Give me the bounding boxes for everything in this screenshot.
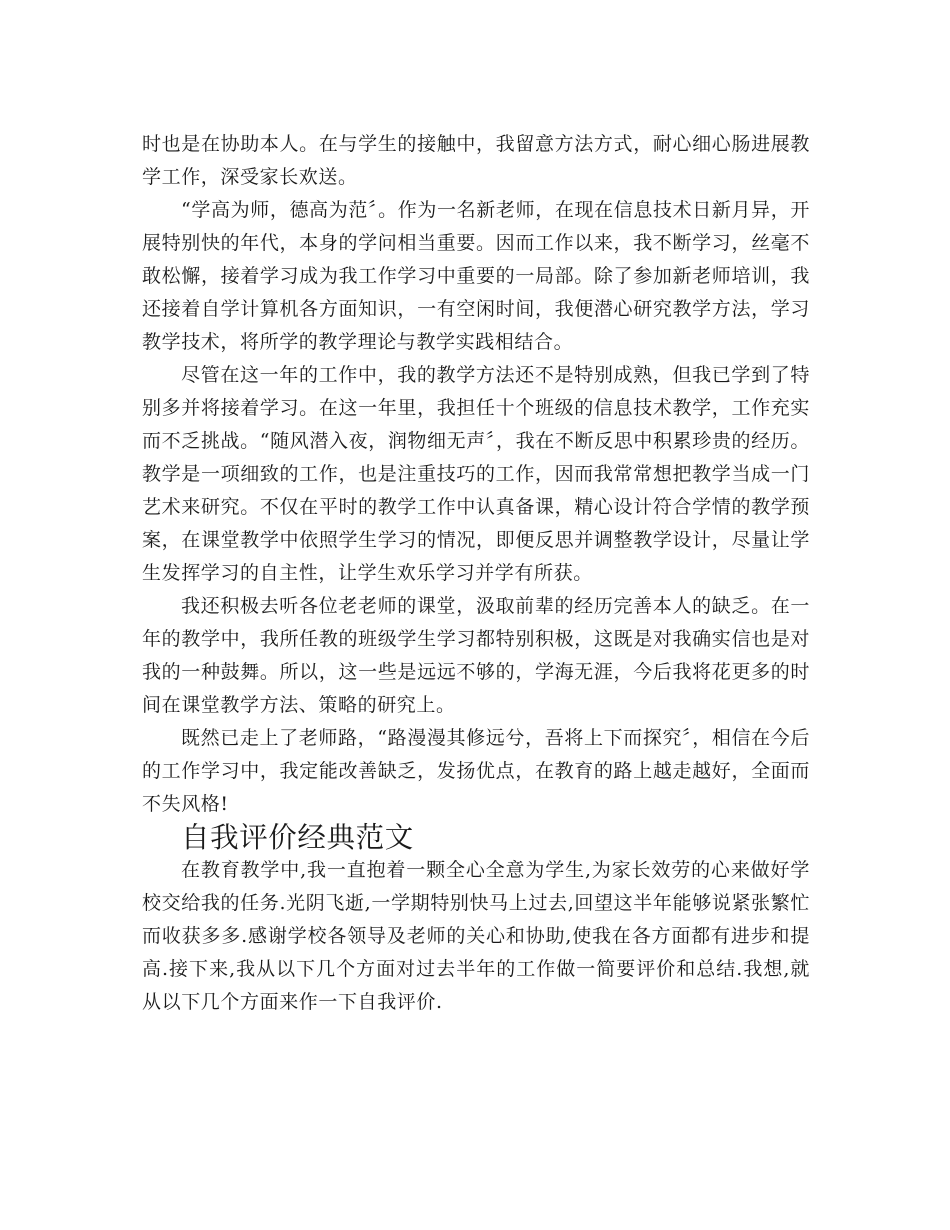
document-body bbox=[142, 128, 810, 1019]
paragraph-observation: 我还积极去听各位老老师的课堂，汲取前辈的经历完善本人的缺乏。在一年的教学中，我所任教的班级学生学习都特别积极，这既是对我确实信也是对我的一种鼓舞。所以，这一些是远远不够的，学海无涯，今后我将花更多的时间在课堂教学方法、策略的研究上。 bbox=[142, 595, 810, 716]
section-heading: 自我评价经典范文 bbox=[181, 821, 414, 854]
paragraph-teaching-method: 尽管在这一年的工作中，我的教学方法还不是特别成熟，但我已学到了特别多并将接着学习。在这一年里，我担任十个班级的信息技术教学，工作充实而不乏挑战。“随风潜入夜，润物细无声〞，我在不断反思中积累珍贵的经历。教学是一项细致的工作，也是注重技巧的工作，因而我常常想把教学当成一门艺术来研究。不仅在平时的教学工作中认真备课，精心设计符合学情的教学预案，在课堂教学中依照学生学习的情况，即便反思并调整教学设计，尽量让学生发挥学习的自主性，让学生欢乐学习并学有所获。 bbox=[142, 364, 810, 584]
paragraph-continuation: 时也是在协助本人。在与学生的接触中，我留意方法方式，耐心细心肠进展教学工作，深受家长欢送。 bbox=[142, 133, 810, 188]
paragraph-learning: “学高为师，德高为范〞。作为一名新老师，在现在信息技术日新月异，开展特别快的年代，本身的学问相当重要。因而工作以来，我不断学习，丝毫不敢松懈，接着学习成为我工作学习中重要的一局部。除了参加新老师培训，我还接着自学计算机各方面知识，一有空闲时间，我便潜心研究教学方法，学习教学技术，将所学的教学理论与教学实践相结合。 bbox=[142, 199, 810, 353]
paragraph-self-evaluation: 在教育教学中,我一直抱着一颗全心全意为学生,为家长效劳的心来做好学校交给我的任务.光阴飞逝,一学期特别快马上过去,回望这半年能够说紧张繁忙而收获多多.感谢学校各领导及老师的关心和协助,使我在各方面都有进步和提高.接下来,我从以下几个方面对过去半年的工作做一简要评价和总结.我想,就从以下几个方面来作一下自我评价. bbox=[142, 859, 810, 1013]
paragraph-conclusion: 既然已走上了老师路，“路漫漫其修远兮，吾将上下而探究〞，相信在今后的工作学习中，我定能改善缺乏，发扬优点，在教育的路上越走越好，全面而不失风格! bbox=[142, 727, 810, 815]
